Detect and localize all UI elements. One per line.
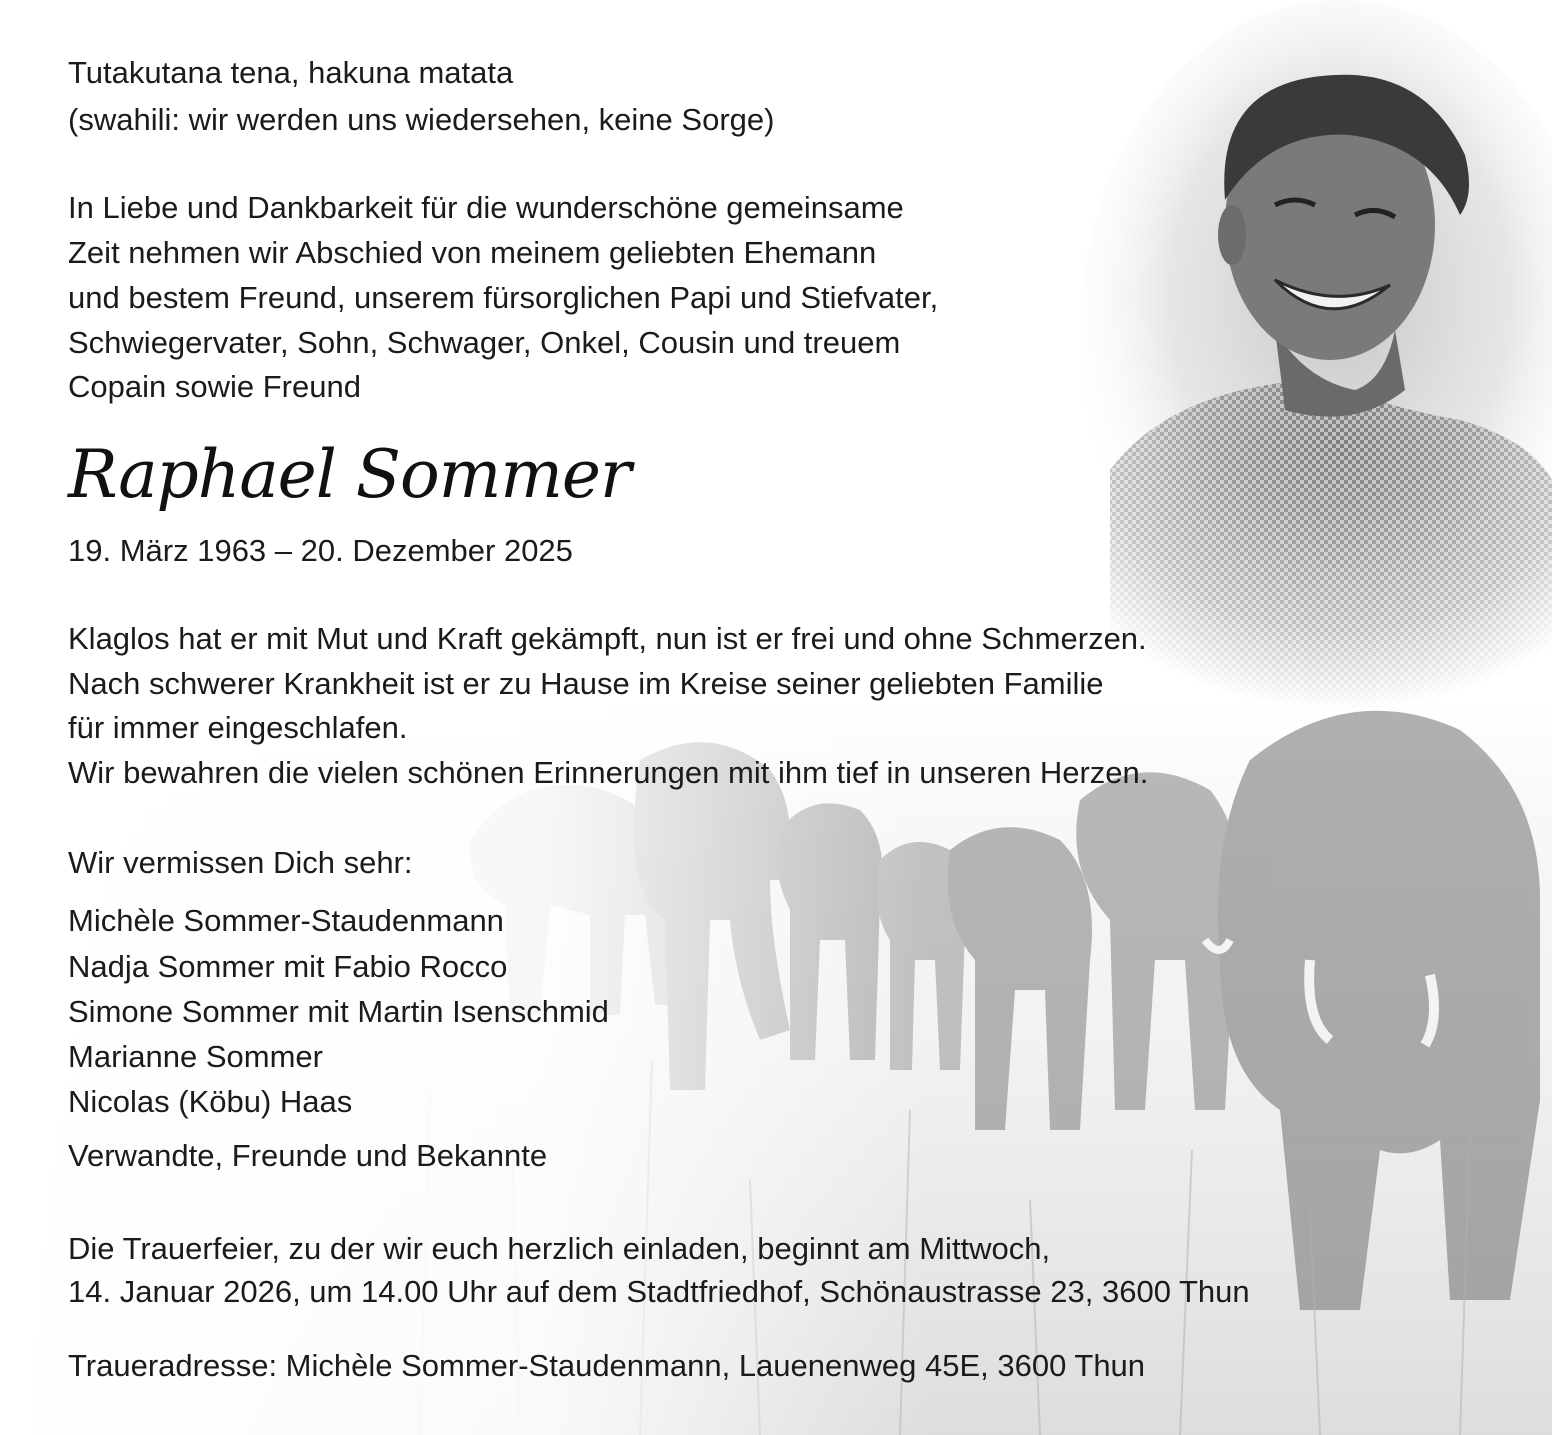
mourners-extra: Verwandte, Freunde und Bekannte (68, 1138, 548, 1173)
life-dates: 19. März 1963 – 20. Dezember 2025 (68, 533, 573, 568)
message-line: Klaglos hat er mit Mut und Kraft gekämpft, nun ist er frei und ohne Schmerzen. (68, 621, 1147, 656)
tribute-line: Zeit nehmen wir Abschied von meinem geliebten Ehemann (68, 235, 877, 270)
message-line: für immer eingeschlafen. (68, 710, 408, 745)
mourner-name: Marianne Sommer (68, 1039, 323, 1074)
message-line: Nach schwerer Krankheit ist er zu Hause im Kreise seiner geliebten Familie (68, 666, 1104, 701)
mourner-name: Michèle Sommer-Staudenmann (68, 903, 504, 938)
mourner-name: Nadja Sommer mit Fabio Rocco (68, 949, 508, 984)
intro-line-swahili: Tutakutana tena, hakuna matata (68, 55, 514, 90)
portrait-photo (1080, 0, 1552, 710)
intro-line-translation: (swahili: wir werden uns wiedersehen, keine Sorge) (68, 102, 775, 137)
deceased-name: Raphael Sommer (68, 436, 631, 513)
message-line: Wir bewahren die vielen schönen Erinnerungen mit ihm tief in unseren Herzen. (68, 755, 1149, 790)
mourning-address: Traueradresse: Michèle Sommer-Staudenmann, Lauenenweg 45E, 3600 Thun (68, 1348, 1146, 1383)
tribute-line: In Liebe und Dankbarkeit für die wunderschöne gemeinsame (68, 190, 904, 225)
tribute-line: Schwiegervater, Sohn, Schwager, Onkel, Cousin und treuem (68, 325, 901, 360)
ceremony-line: 14. Januar 2026, um 14.00 Uhr auf dem Stadtfriedhof, Schönaustrasse 23, 3600 Thun (68, 1274, 1250, 1309)
mourner-name: Nicolas (Köbu) Haas (68, 1084, 353, 1119)
mourners-heading: Wir vermissen Dich sehr: (68, 845, 413, 880)
ceremony-line: Die Trauerfeier, zu der wir euch herzlich einladen, beginnt am Mittwoch, (68, 1231, 1051, 1266)
tribute-line: und bestem Freund, unserem fürsorglichen Papi und Stiefvater, (68, 280, 939, 315)
mourner-name: Simone Sommer mit Martin Isenschmid (68, 994, 609, 1029)
tribute-line: Copain sowie Freund (68, 369, 361, 404)
